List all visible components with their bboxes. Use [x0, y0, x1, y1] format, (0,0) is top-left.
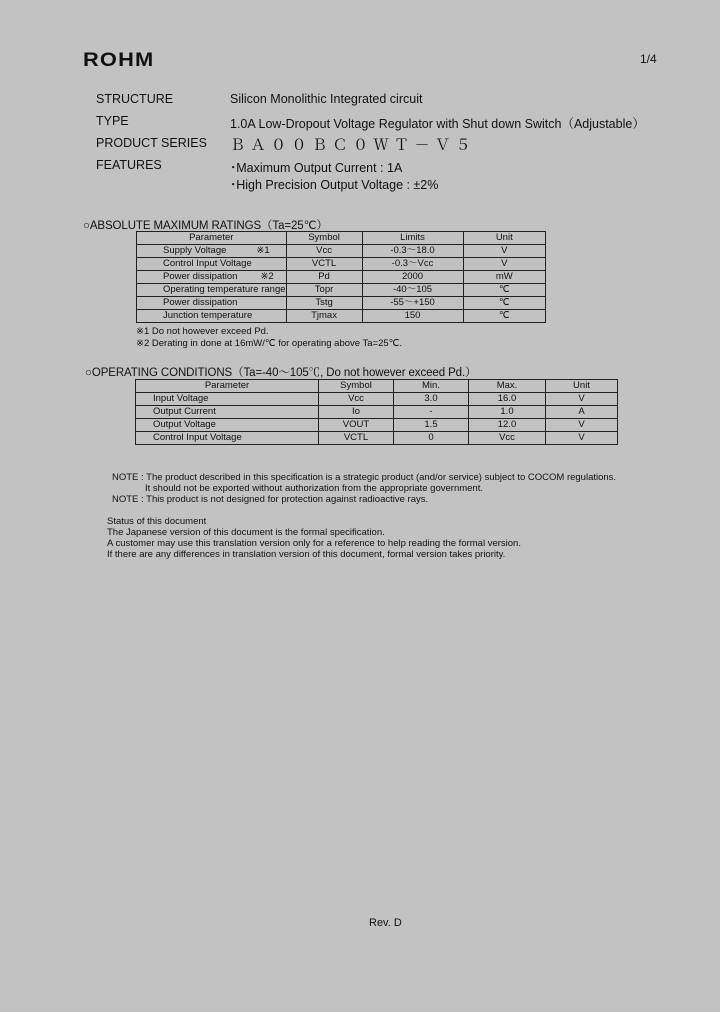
col-header: Parameter [136, 380, 319, 393]
type-label: TYPE [96, 114, 129, 128]
col-header: Parameter [137, 232, 287, 245]
abs-max-table [136, 231, 546, 323]
min-cell: 0 [394, 432, 469, 445]
unit-cell: mW [463, 271, 545, 284]
unit-cell: V [463, 258, 545, 271]
table-row [136, 432, 618, 445]
param-cell: Junction temperature [137, 310, 287, 323]
param-cell: Supply Voltage ※1 [137, 245, 287, 258]
table-header-row [137, 232, 546, 245]
table-row [136, 406, 618, 419]
limits-cell: -40～105 [362, 284, 463, 297]
symbol-cell: VOUT [319, 419, 394, 432]
unit-cell: ℃ [463, 310, 545, 323]
abs-max-title: ○ABSOLUTE MAXIMUM RATINGS（Ta=25℃） [83, 220, 328, 232]
table-row [137, 284, 546, 297]
symbol-cell: Io [319, 406, 394, 419]
col-header: Limits [362, 232, 463, 245]
rohm-logo: ROHM [83, 50, 155, 71]
col-header: Symbol [319, 380, 394, 393]
symbol-cell: VCTL [319, 432, 394, 445]
type-value: 1.0A Low-Dropout Voltage Regulator with Shut down Switch（Adjustable） [230, 117, 645, 131]
table-header-row [136, 380, 618, 393]
footnote-1: ※1 Do not however exceed Pd. [136, 326, 269, 337]
unit-cell: V [546, 393, 618, 406]
param-cell: Power dissipation [137, 297, 287, 310]
note-1-continued: It should not be exported without authorization from the appropriate government. [145, 483, 483, 494]
table-row [137, 245, 546, 258]
op-cond-title: ○OPERATING CONDITIONS（Ta=-40～105℃, Do not however exceed Pd.） [85, 367, 477, 379]
min-cell: - [394, 406, 469, 419]
unit-cell: A [546, 406, 618, 419]
symbol-cell: Topr [286, 284, 362, 297]
symbol-cell: Pd [286, 271, 362, 284]
param-cell: Output Current [136, 406, 319, 419]
feature-2: ･High Precision Output Voltage : ±2% [230, 178, 439, 192]
unit-cell: ℃ [463, 297, 545, 310]
table-row [137, 297, 546, 310]
unit-cell: ℃ [463, 284, 545, 297]
structure-value: Silicon Monolithic Integrated circuit [230, 92, 423, 106]
col-header: Unit [546, 380, 618, 393]
status-line: If there are any differences in translation version of this document, formal version takes priority. [107, 549, 506, 560]
max-cell: 1.0 [469, 406, 546, 419]
structure-label: STRUCTURE [96, 92, 174, 106]
param-cell: Control Input Voltage [136, 432, 319, 445]
status-line: A customer may use this translation version only for a reference to help reading the formal version. [107, 538, 521, 549]
symbol-cell: Tstg [286, 297, 362, 310]
max-cell: 12.0 [469, 419, 546, 432]
features-label: FEATURES [96, 158, 162, 172]
unit-cell: V [463, 245, 545, 258]
col-header: Max. [469, 380, 546, 393]
product-series-value: ＢＡ００ＢＣ０ＷＴ－Ｖ５ [230, 137, 477, 154]
note-2: NOTE : This product is not designed for protection against radioactive rays. [112, 494, 429, 505]
limits-cell: -0.3～18.0 [362, 245, 463, 258]
limits-cell: -0.3～Vcc [362, 258, 463, 271]
col-header: Unit [463, 232, 545, 245]
status-line: The Japanese version of this document is the formal specification. [107, 527, 385, 538]
table-row [136, 419, 618, 432]
min-cell: 3.0 [394, 393, 469, 406]
max-cell: 16.0 [469, 393, 546, 406]
status-heading: Status of this document [107, 516, 207, 527]
product-series-label: PRODUCT SERIES [96, 136, 207, 150]
limits-cell: -55～+150 [362, 297, 463, 310]
symbol-cell: VCTL [286, 258, 362, 271]
limits-cell: 2000 [362, 271, 463, 284]
op-cond-table [135, 379, 618, 445]
param-cell: Power dissipation ※2 [137, 271, 287, 284]
symbol-cell: Vcc [286, 245, 362, 258]
table-row [137, 310, 546, 323]
table-row [136, 393, 618, 406]
limits-cell: 150 [362, 310, 463, 323]
symbol-cell: Vcc [319, 393, 394, 406]
footnote-2: ※2 Derating in done at 16mW/℃ for operating above Ta=25℃. [136, 338, 402, 349]
param-cell: Operating temperature range [137, 284, 287, 297]
revision-label: Rev. D [369, 917, 402, 929]
unit-cell: V [546, 419, 618, 432]
param-cell: Input Voltage [136, 393, 319, 406]
param-cell: Control Input Voltage [137, 258, 287, 271]
feature-1: ･Maximum Output Current : 1A [230, 161, 403, 175]
note-1: NOTE : The product described in this specification is a strategic product (and/or service) subject to COCOM regulations. [112, 472, 617, 483]
col-header: Symbol [286, 232, 362, 245]
min-cell: 1.5 [394, 419, 469, 432]
unit-cell: V [546, 432, 618, 445]
table-row [137, 271, 546, 284]
page-number: 1/4 [640, 52, 657, 66]
symbol-cell: Tjmax [286, 310, 362, 323]
max-cell: Vcc [469, 432, 546, 445]
param-cell: Output Voltage [136, 419, 319, 432]
table-row [137, 258, 546, 271]
col-header: Min. [394, 380, 469, 393]
